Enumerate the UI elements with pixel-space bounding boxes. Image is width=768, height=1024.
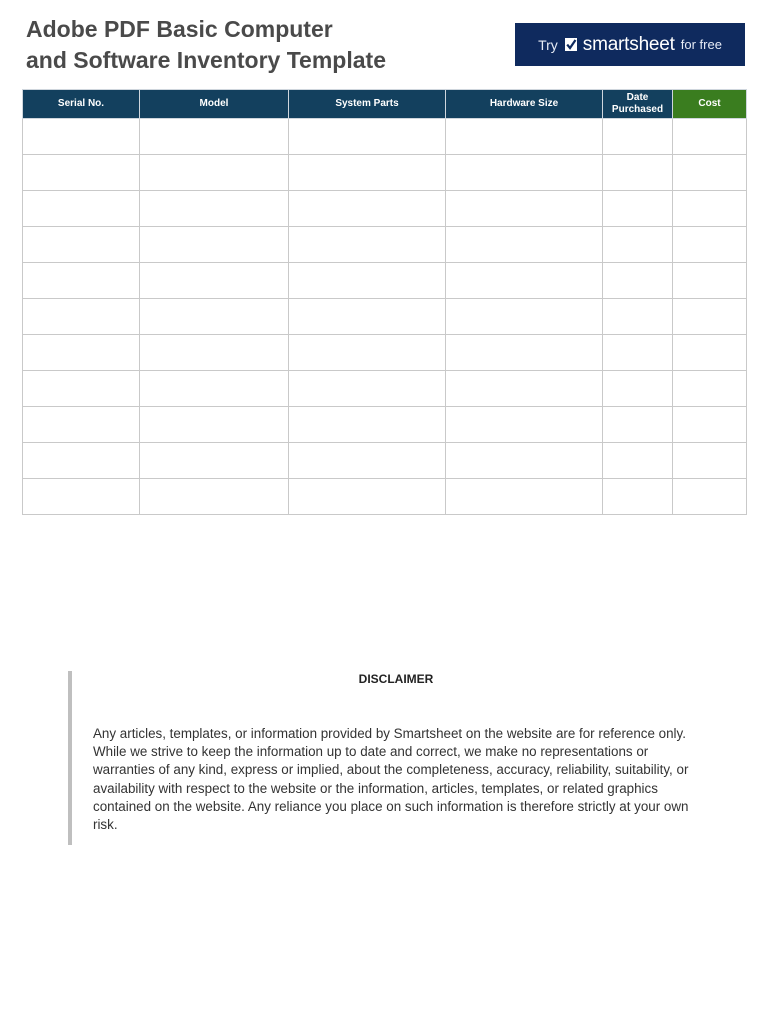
page-title-line-2: and Software Inventory Template (26, 47, 386, 73)
table-cell-serial-no[interactable] (23, 371, 140, 407)
table-cell-hardware-size[interactable] (446, 371, 603, 407)
table-cell-system-parts[interactable] (289, 263, 446, 299)
table-cell-hardware-size[interactable] (446, 407, 603, 443)
table-body (23, 119, 747, 515)
table-cell-cost[interactable] (673, 479, 747, 515)
table-row (23, 263, 747, 299)
table-cell-model[interactable] (140, 443, 289, 479)
table-cell-system-parts[interactable] (289, 299, 446, 335)
table-cell-date-purchased[interactable] (603, 119, 673, 155)
table-cell-model[interactable] (140, 119, 289, 155)
banner-brand-text: smartsheet (582, 33, 675, 55)
table-row (23, 407, 747, 443)
table-cell-cost[interactable] (673, 371, 747, 407)
table-row (23, 227, 747, 263)
table-cell-model[interactable] (140, 191, 289, 227)
table-cell-serial-no[interactable] (23, 263, 140, 299)
table-cell-date-purchased[interactable] (603, 191, 673, 227)
table-cell-hardware-size[interactable] (446, 155, 603, 191)
table-cell-date-purchased[interactable] (603, 227, 673, 263)
table-cell-system-parts[interactable] (289, 407, 446, 443)
try-smartsheet-banner-button[interactable] (515, 23, 745, 66)
table-cell-cost[interactable] (673, 335, 747, 371)
table-cell-date-purchased[interactable] (603, 479, 673, 515)
banner-free-text: for free (680, 37, 722, 52)
table-cell-hardware-size[interactable] (446, 479, 603, 515)
column-header-date-purchased: Date Purchased (603, 90, 673, 119)
table-cell-system-parts[interactable] (289, 371, 446, 407)
table-cell-cost[interactable] (673, 227, 747, 263)
table-cell-serial-no[interactable] (23, 479, 140, 515)
table-cell-model[interactable] (140, 335, 289, 371)
table-cell-system-parts[interactable] (289, 191, 446, 227)
table-cell-serial-no[interactable] (23, 191, 140, 227)
table-cell-cost[interactable] (673, 443, 747, 479)
disclaimer-box (68, 671, 708, 845)
page-title (26, 14, 466, 76)
table-cell-system-parts[interactable] (289, 227, 446, 263)
table-cell-system-parts[interactable] (289, 443, 446, 479)
table-cell-model[interactable] (140, 299, 289, 335)
inventory-table (22, 89, 747, 515)
table-cell-cost[interactable] (673, 191, 747, 227)
table-row (23, 299, 747, 335)
column-header-serial-no: Serial No. (23, 90, 140, 119)
table-cell-system-parts[interactable] (289, 155, 446, 191)
smartsheet-check-icon (564, 37, 578, 52)
page-title-line-1: Adobe PDF Basic Computer (26, 16, 333, 42)
disclaimer-text: Any articles, templates, or information provided by Smartsheet on the website are for reference only. While we strive to keep the information up to date and correct, we make no representations or warranties of any kind, express or implied, about the completeness, accuracy, reliability, suitability, or availability with respect to the website or the information, articles, templates, or related graphics contained on the website. Any reliance you place on such information is therefore strictly at your own risk. (93, 726, 689, 833)
table-cell-model[interactable] (140, 407, 289, 443)
table-row (23, 443, 747, 479)
table-cell-hardware-size[interactable] (446, 299, 603, 335)
table-row (23, 191, 747, 227)
table-cell-hardware-size[interactable] (446, 227, 603, 263)
column-header-system-parts: System Parts (289, 90, 446, 119)
table-cell-serial-no[interactable] (23, 227, 140, 263)
table-cell-model[interactable] (140, 155, 289, 191)
table-cell-serial-no[interactable] (23, 407, 140, 443)
banner-try-text: Try (538, 36, 558, 53)
table-cell-date-purchased[interactable] (603, 443, 673, 479)
table-cell-system-parts[interactable] (289, 479, 446, 515)
table-cell-system-parts[interactable] (289, 335, 446, 371)
table-row (23, 335, 747, 371)
table-cell-serial-no[interactable] (23, 119, 140, 155)
table-row (23, 479, 747, 515)
table-cell-hardware-size[interactable] (446, 191, 603, 227)
table-cell-date-purchased[interactable] (603, 335, 673, 371)
table-cell-model[interactable] (140, 227, 289, 263)
table-cell-cost[interactable] (673, 299, 747, 335)
table-cell-date-purchased[interactable] (603, 371, 673, 407)
table-cell-cost[interactable] (673, 155, 747, 191)
table-cell-hardware-size[interactable] (446, 335, 603, 371)
table-cell-serial-no[interactable] (23, 443, 140, 479)
table-cell-hardware-size[interactable] (446, 119, 603, 155)
table-header-row (23, 90, 747, 119)
table-cell-date-purchased[interactable] (603, 407, 673, 443)
table-cell-model[interactable] (140, 371, 289, 407)
table-cell-model[interactable] (140, 263, 289, 299)
column-header-cost: Cost (673, 90, 747, 119)
table-cell-cost[interactable] (673, 407, 747, 443)
table-cell-date-purchased[interactable] (603, 299, 673, 335)
table-cell-hardware-size[interactable] (446, 263, 603, 299)
column-header-model: Model (140, 90, 289, 119)
table-cell-serial-no[interactable] (23, 299, 140, 335)
table-cell-serial-no[interactable] (23, 155, 140, 191)
table-cell-serial-no[interactable] (23, 335, 140, 371)
disclaimer-title: DISCLAIMER (358, 672, 434, 686)
table-cell-cost[interactable] (673, 119, 747, 155)
table-row (23, 371, 747, 407)
column-header-hardware-size: Hardware Size (446, 90, 603, 119)
table-cell-system-parts[interactable] (289, 119, 446, 155)
table-row (23, 155, 747, 191)
table-row (23, 119, 747, 155)
table-cell-model[interactable] (140, 479, 289, 515)
table-cell-cost[interactable] (673, 263, 747, 299)
table-cell-date-purchased[interactable] (603, 155, 673, 191)
table-cell-hardware-size[interactable] (446, 443, 603, 479)
table-cell-date-purchased[interactable] (603, 263, 673, 299)
